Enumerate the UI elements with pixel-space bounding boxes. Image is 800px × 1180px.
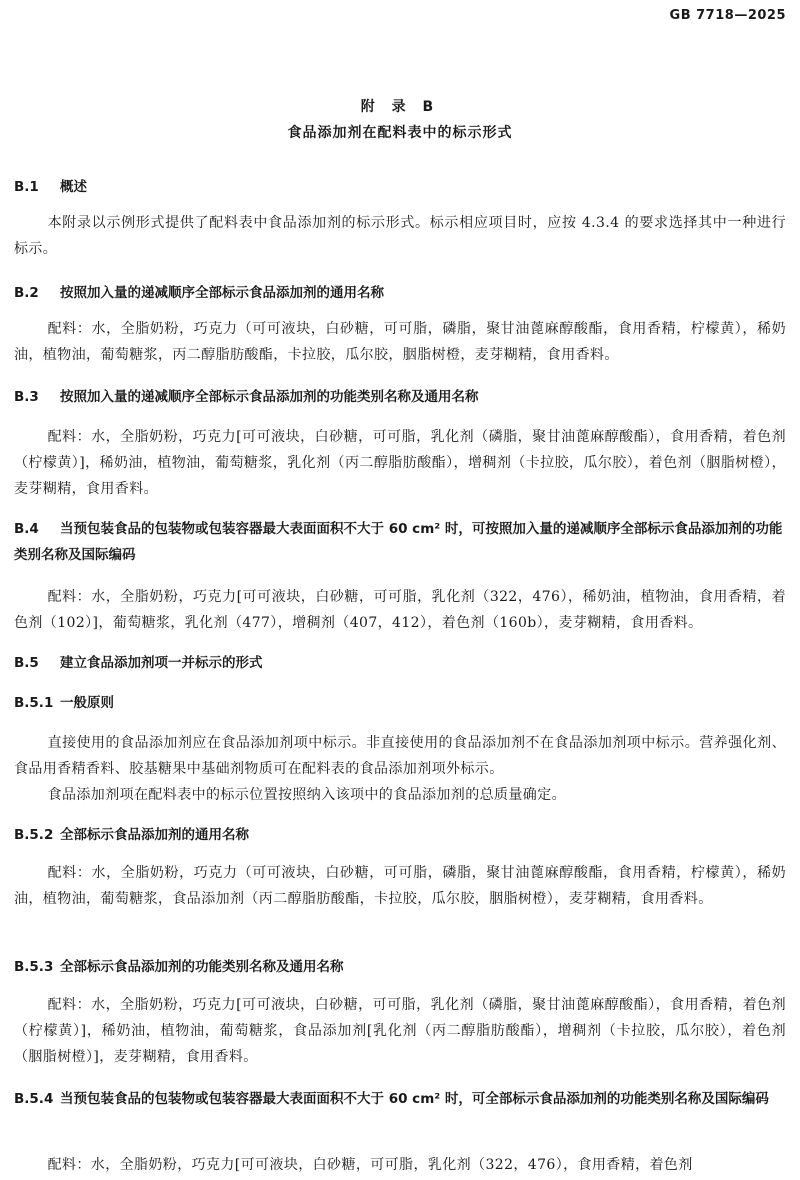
section-heading-b5 xyxy=(14,650,786,676)
section-number: B.2 xyxy=(14,285,39,301)
section-title: 概述 xyxy=(60,179,87,195)
paragraph-b4: 配料：水，全脂奶粉，巧克力[可可液块，白砂糖，可可脂，乳化剂（322，476），稀奶油，植物油，食用香精，着色剂（102）]，葡萄糖浆，乳化剂（477），增稠剂（407，412），着色剂（160b），麦芽糊精，食用香料。 xyxy=(14,589,786,631)
section-heading-b51 xyxy=(14,690,786,716)
section-heading-b3 xyxy=(14,384,786,410)
section-title: 当预包装食品的包装物或包装容器最大表面面积不大于 60 cm² 时，可全部标示食品添加剂的功能类别名称及国际编码 xyxy=(60,1091,769,1107)
section-heading-b54 xyxy=(14,1086,786,1112)
section-title: 建立食品添加剂项一并标示的形式 xyxy=(60,655,263,671)
section-heading-b4 xyxy=(14,516,786,568)
appendix-subtitle: 食品添加剂在配料表中的标示形式 xyxy=(287,125,513,141)
section-number: B.5.3 xyxy=(14,959,54,975)
section-number: B.1 xyxy=(14,179,39,195)
section-number: B.5.1 xyxy=(14,695,54,711)
section-title: 全部标示食品添加剂的功能类别名称及通用名称 xyxy=(60,959,344,975)
standard-number: GB 7718—2025 xyxy=(669,8,786,23)
section-number: B.4 xyxy=(14,521,39,537)
section-heading-b2 xyxy=(14,280,786,306)
paragraph-b53: 配料：水，全脂奶粉，巧克力[可可液块，白砂糖，可可脂，乳化剂（磷脂，聚甘油蓖麻醇酸酯），食用香精，着色剂（柠檬黄）]，稀奶油，植物油，葡萄糖浆，食品添加剂[乳化剂（丙二醇脂肪酸酯），增稠剂（卡拉胶，瓜尔胶），着色剂（胭脂树橙）]，麦芽糊精，食用香料。 xyxy=(14,997,786,1065)
paragraph-b51-1: 直接使用的食品添加剂应在食品添加剂项中标示。非直接使用的食品添加剂不在食品添加剂项中标示。营养强化剂、食品用香精香料、胶基糖果中基础剂物质可在配料表的食品添加剂项外标示。 xyxy=(14,735,786,777)
paragraph-b2: 配料：水，全脂奶粉，巧克力（可可液块，白砂糖，可可脂，磷脂，聚甘油蓖麻醇酸酯，食用香精，柠檬黄），稀奶油，植物油，葡萄糖浆，丙二醇脂肪酸酯，卡拉胶，瓜尔胶，胭脂树橙，麦芽糊精，食用香料。 xyxy=(14,321,786,363)
section-title: 按照加入量的递减顺序全部标示食品添加剂的功能类别名称及通用名称 xyxy=(60,389,479,405)
section-heading-b53 xyxy=(14,954,786,980)
paragraph-b1: 本附录以示例形式提供了配料表中食品添加剂的标示形式。标示相应项目时，应按 4.3.4 的要求选择其中一种进行标示。 xyxy=(14,215,786,257)
paragraph-b51-2: 食品添加剂项在配料表中的标示位置按照纳入该项中的食品添加剂的总质量确定。 xyxy=(47,787,566,803)
section-number: B.5.4 xyxy=(14,1091,54,1107)
section-heading-b52 xyxy=(14,822,786,848)
section-heading-b1 xyxy=(14,174,786,200)
paragraph-b54: 配料：水，全脂奶粉，巧克力[可可液块，白砂糖，可可脂，乳化剂（322，476），食用香精，着色剂 xyxy=(47,1157,693,1173)
section-title: 当预包装食品的包装物或包装容器最大表面面积不大于 60 cm² 时，可按照加入量的递减顺序全部标示食品添加剂的功能类别名称及国际编码 xyxy=(14,521,783,563)
appendix-label: 附 录 B xyxy=(360,99,440,115)
section-number: B.5.2 xyxy=(14,827,54,843)
section-title: 按照加入量的递减顺序全部标示食品添加剂的通用名称 xyxy=(60,285,384,301)
section-number: B.3 xyxy=(14,389,39,405)
section-title: 全部标示食品添加剂的通用名称 xyxy=(60,827,249,843)
paragraph-b52: 配料：水，全脂奶粉，巧克力（可可液块，白砂糖，可可脂，磷脂，聚甘油蓖麻醇酸酯，食用香精，柠檬黄），稀奶油，植物油，葡萄糖浆，食品添加剂（丙二醇脂肪酸酯，卡拉胶，瓜尔胶，胭脂树橙），麦芽糊精，食用香料。 xyxy=(14,865,786,907)
paragraph-b3: 配料：水，全脂奶粉，巧克力[可可液块，白砂糖，可可脂，乳化剂（磷脂，聚甘油蓖麻醇酸酯），食用香精，着色剂（柠檬黄）]，稀奶油，植物油，葡萄糖浆，乳化剂（丙二醇脂肪酸酯），增稠剂（卡拉胶，瓜尔胶），着色剂（胭脂树橙），麦芽糊精，食用香料。 xyxy=(14,429,786,497)
section-number: B.5 xyxy=(14,655,39,671)
section-title: 一般原则 xyxy=(60,695,114,711)
